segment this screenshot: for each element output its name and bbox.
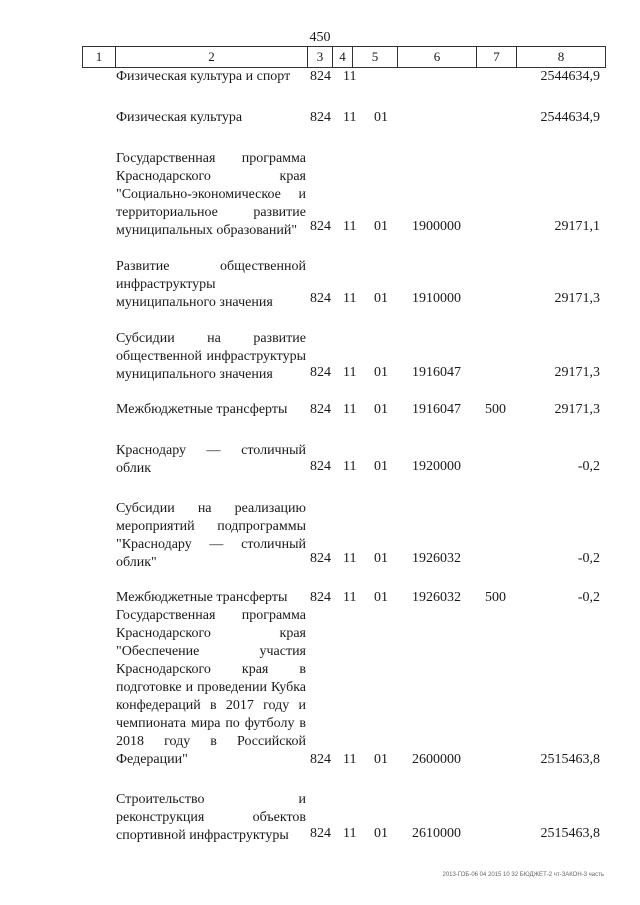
row-c8: -0,2	[577, 590, 600, 605]
row-c3: 824	[310, 110, 331, 125]
header-col-5: 5	[352, 47, 397, 67]
row-c3: 824	[310, 291, 331, 306]
row-c3: 824	[310, 365, 331, 380]
row-name: Межбюджетные трансферты	[116, 590, 288, 605]
row-c8: 29171,3	[554, 365, 600, 380]
row-c3: 824	[310, 459, 331, 474]
row-name: Физическая культура и спорт	[116, 69, 291, 84]
row-c8: 2515463,8	[540, 826, 600, 841]
row-name: Развитие общественной инфраструктуры муниципального значения	[116, 259, 306, 310]
row-c8: -0,2	[577, 551, 600, 566]
row-name: Межбюджетные трансферты	[116, 402, 288, 417]
row-name: Субсидии на реализацию мероприятий подпрограммы "Краснодару — столичный облик"	[116, 501, 306, 570]
row-c5: 01	[374, 826, 388, 841]
row-c8: 29171,1	[554, 219, 600, 234]
row-c5: 01	[374, 365, 388, 380]
row-c4: 11	[343, 110, 357, 125]
row-c6: 2600000	[412, 752, 461, 767]
row-name: Строительство и реконструкция объектов спортивной инфраструктуры	[116, 792, 306, 843]
row-c5: 01	[374, 590, 388, 605]
row-c4: 11	[343, 291, 357, 306]
row-c7: 500	[485, 590, 506, 605]
row-c6: 1926032	[412, 551, 461, 566]
header-col-4: 4	[332, 47, 352, 67]
row-c5: 01	[374, 551, 388, 566]
row-c5: 01	[374, 110, 388, 125]
row-c8: 29171,3	[554, 402, 600, 417]
header-col-6: 6	[397, 47, 476, 67]
row-c8: -0,2	[577, 459, 600, 474]
row-c5: 01	[374, 291, 388, 306]
row-c8: 2544634,9	[540, 69, 600, 84]
row-c4: 11	[343, 402, 357, 417]
row-name: Краснодару — столичный облик	[116, 443, 306, 476]
row-name: Физическая культура	[116, 110, 243, 125]
page-number: 450	[309, 30, 331, 45]
row-c3: 824	[310, 826, 331, 841]
row-c5: 01	[374, 459, 388, 474]
row-c3: 824	[310, 752, 331, 767]
row-c4: 11	[343, 219, 357, 234]
row-c8: 2515463,8	[540, 752, 600, 767]
header-col-2: 2	[115, 47, 307, 67]
table-header	[82, 46, 606, 68]
row-name: Государственная программа Краснодарского края "Обеспечение участия Краснодарского края в подготовке и проведении Кубка конфедераций в 2017 году и чемпионата мира по футболу в 2018 году в Российской Федерации"	[116, 608, 306, 767]
row-c3: 824	[310, 551, 331, 566]
header-col-8: 8	[516, 47, 605, 67]
row-c6: 2610000	[412, 826, 461, 841]
row-c8: 29171,3	[554, 291, 600, 306]
row-c3: 824	[310, 590, 331, 605]
row-c4: 11	[343, 590, 357, 605]
row-c3: 824	[310, 219, 331, 234]
row-c4: 11	[343, 365, 357, 380]
row-c3: 824	[310, 402, 331, 417]
row-c6: 1916047	[412, 402, 461, 417]
row-c7: 500	[485, 402, 506, 417]
row-c5: 01	[374, 219, 388, 234]
header-col-1: 1	[95, 49, 103, 64]
row-c4: 11	[343, 459, 357, 474]
row-c5: 01	[374, 402, 388, 417]
row-c4: 11	[343, 69, 357, 84]
row-c6: 1916047	[412, 365, 461, 380]
row-c6: 1900000	[412, 219, 461, 234]
row-name: Государственная программа Краснодарского края "Социально-экономическое и территориальное развитие муниципальных образований"	[116, 151, 306, 238]
row-name: Субсидии на развитие общественной инфраструктуры муниципального значения	[116, 331, 306, 382]
row-c4: 11	[343, 551, 357, 566]
row-c8: 2544634,9	[540, 110, 600, 125]
row-c3: 824	[310, 69, 331, 84]
row-c4: 11	[343, 826, 357, 841]
header-col-3: 3	[307, 47, 332, 67]
header-col-7: 7	[476, 47, 516, 67]
row-c6: 1920000	[412, 459, 461, 474]
row-c6: 1926032	[412, 590, 461, 605]
row-c5: 01	[374, 752, 388, 767]
row-c4: 11	[343, 752, 357, 767]
row-c6: 1910000	[412, 291, 461, 306]
footer-file-path: 2013-ГОБ-06 04 2015 10 32 БЮДЖЕТ-2 чт-ЗАКОН-3 часть	[442, 872, 604, 878]
